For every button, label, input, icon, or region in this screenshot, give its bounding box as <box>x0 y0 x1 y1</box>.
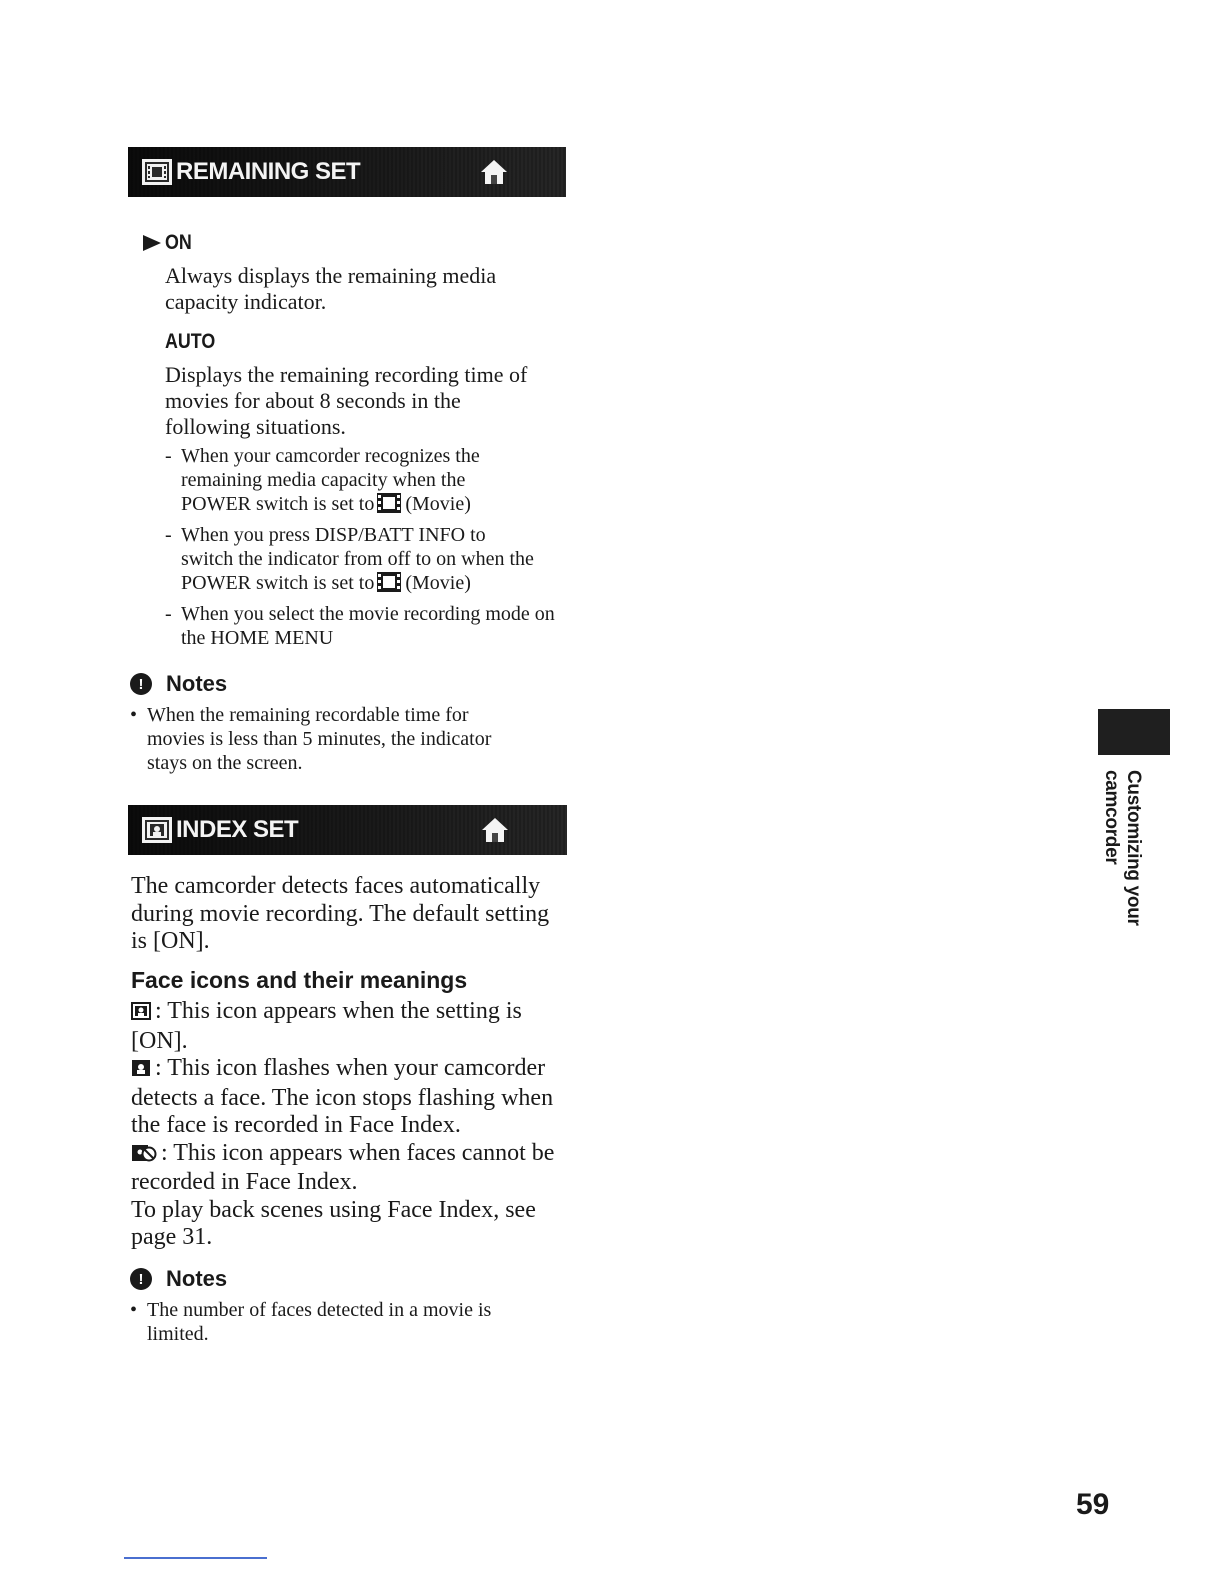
note-item: • When the remaining recordable time for movies is less than 5 minutes, the indicator stays on the screen. <box>130 703 550 775</box>
option-auto-label: AUTO <box>165 330 216 353</box>
notes-heading <box>130 671 227 697</box>
notes-title: Notes <box>166 671 228 696</box>
list-item-suffix: (Movie) <box>405 572 471 594</box>
note-text: When the remaining recordable time for movies is less than 5 minutes, the indicator stays on the screen. <box>147 704 492 774</box>
face-icon-text: : This icon flashes when your camcorder detects a face. The icon stops flashing when the face is recorded in Face Index. <box>131 1055 554 1138</box>
caution-icon: ! <box>130 1268 152 1290</box>
option-on-description: Always displays the remaining media capacity indicator. <box>165 263 497 314</box>
face-icon-row <box>131 1055 571 1140</box>
footer-rule <box>124 1557 267 1559</box>
face-index-icon <box>142 817 172 843</box>
option-auto-description: Displays the remaining recording time of movies for about 8 seconds in the following situations. <box>165 362 528 439</box>
list-item-text: When your camcorder recognizes the remaining media capacity when the POWER switch is set to <box>181 445 480 515</box>
face-icons-list <box>131 998 571 1252</box>
index-set-intro: The camcorder detects faces automatically during movie recording. The default setting is [ON]. <box>131 873 550 954</box>
note-item: • The number of faces detected in a movie is limited. <box>130 1298 550 1346</box>
list-item: - When you select the movie recording mode on the HOME MENU <box>165 602 565 650</box>
face-detect-flashing-icon <box>131 1057 151 1085</box>
home-icon <box>481 817 509 843</box>
list-item: - When your camcorder recognizes the remaining media capacity when the POWER switch is set to (Movie) <box>165 444 565 519</box>
list-item-text: When you press DISP/BATT INFO to switch the indicator from off to on when the POWER switch is set to <box>181 524 534 594</box>
film-icon <box>142 159 172 185</box>
face-icon-row <box>131 1140 571 1197</box>
index-set-banner <box>128 805 567 855</box>
remaining-set-banner <box>128 147 566 197</box>
face-icon-text: : This icon appears when the setting is [ON]. <box>131 998 522 1054</box>
movie-icon <box>377 493 401 519</box>
selected-arrow-icon <box>143 235 161 251</box>
chapter-tab-marker <box>1098 709 1170 755</box>
movie-icon <box>377 572 401 598</box>
chapter-tab-label <box>1078 770 1144 1010</box>
notes-title: Notes <box>166 1266 228 1291</box>
face-index-on-icon <box>131 1000 151 1028</box>
remaining-set-title: REMAINING SET <box>176 158 361 185</box>
face-icon-text: : This icon appears when faces cannot be recorded in Face Index. <box>131 1139 555 1195</box>
list-item-suffix: (Movie) <box>405 493 471 515</box>
caution-icon: ! <box>130 673 152 695</box>
home-icon <box>480 159 508 185</box>
auto-situations-list <box>165 444 565 650</box>
option-on <box>143 231 197 255</box>
option-on-label: ON <box>165 231 192 254</box>
index-set-title: INDEX SET <box>176 816 299 843</box>
playback-reference: To play back scenes using Face Index, see page 31. <box>131 1196 536 1250</box>
face-cannot-record-icon <box>131 1142 157 1170</box>
face-icons-heading: Face icons and their meanings <box>131 967 468 993</box>
page-number: 59 <box>1076 1488 1110 1521</box>
list-item-text: When you select the movie recording mode on the HOME MENU <box>181 603 555 649</box>
chapter-tab-text: Customizing your camcorder <box>1101 770 1144 926</box>
list-item: - When you press DISP/BATT INFO to switch the indicator from off to on when the POWER switch is set to (Movie) <box>165 523 565 598</box>
notes-heading <box>130 1266 227 1292</box>
note-text: The number of faces detected in a movie is limited. <box>147 1299 492 1345</box>
face-icon-row <box>131 998 571 1055</box>
